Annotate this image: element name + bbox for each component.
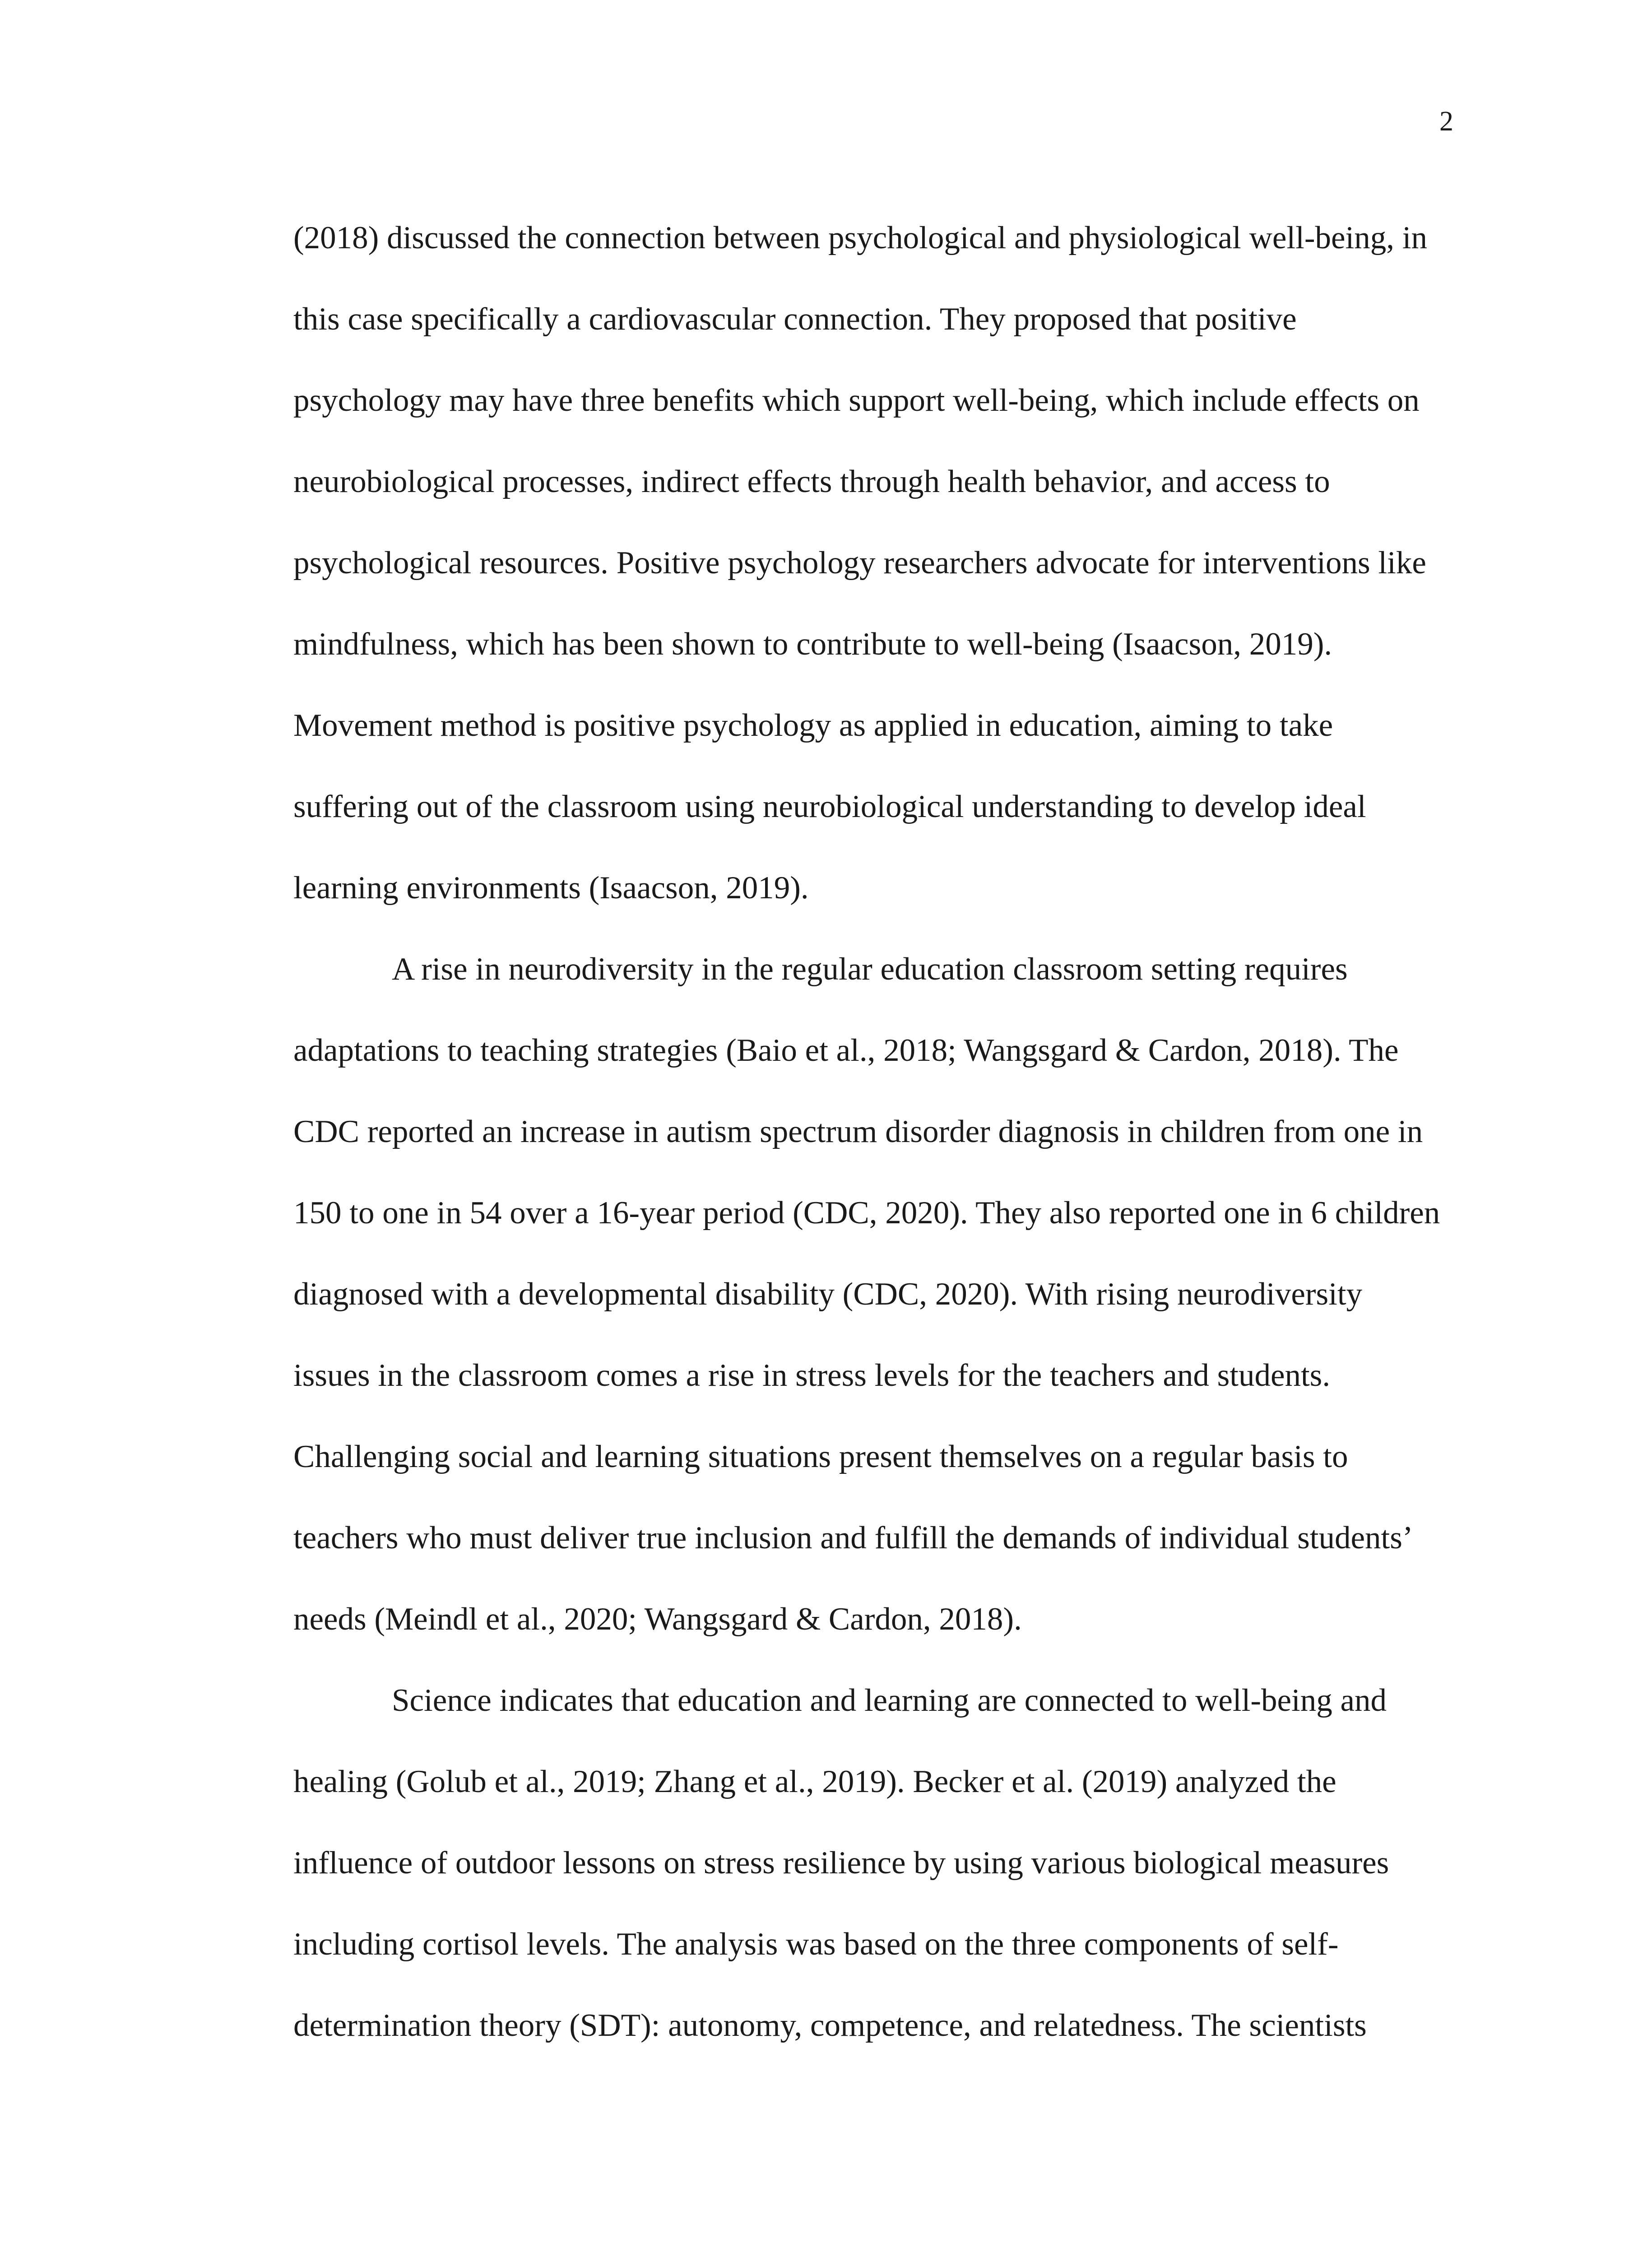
text-line: (2018) discussed the connection between psychological and physiological well-being, in	[293, 220, 1427, 255]
text-line: psychology may have three benefits which support well-being, which include effects on	[293, 383, 1420, 418]
text-line: psychological resources. Positive psychology researchers advocate for interventions like	[293, 545, 1426, 581]
text-line: adaptations to teaching strategies (Baio et al., 2018; Wangsgard & Cardon, 2018). The	[293, 1033, 1399, 1068]
text-line: neurobiological processes, indirect effects through health behavior, and access to	[293, 464, 1330, 499]
text-line: learning environments (Isaacson, 2019).	[293, 870, 809, 906]
text-line: CDC reported an increase in autism spectrum disorder diagnosis in children from one in	[293, 1114, 1423, 1149]
text-line: including cortisol levels. The analysis was based on the three components of self-	[293, 1927, 1339, 1962]
page-number: 2	[1439, 106, 1453, 137]
text-line: diagnosed with a developmental disability (CDC, 2020). With rising neurodiversity	[293, 1277, 1363, 1312]
text-line: influence of outdoor lessons on stress resilience by using various biological measures	[293, 1845, 1389, 1881]
text-line: healing (Golub et al., 2019; Zhang et al., 2019). Becker et al. (2019) analyzed the	[293, 1764, 1336, 1799]
text-line: suffering out of the classroom using neurobiological understanding to develop ideal	[293, 789, 1366, 824]
text-line: mindfulness, which has been shown to contribute to well-being (Isaacson, 2019).	[293, 627, 1332, 662]
paragraph-first-line: A rise in neurodiversity in the regular education classroom setting requires	[392, 952, 1348, 987]
body-text	[293, 209, 1476, 2077]
text-line: issues in the classroom comes a rise in stress levels for the teachers and students.	[293, 1358, 1331, 1393]
text-line: needs (Meindl et al., 2020; Wangsgard & Cardon, 2018).	[293, 1602, 1022, 1637]
text-line: teachers who must deliver true inclusion and fulfill the demands of individual students’	[293, 1520, 1413, 1556]
text-line: 150 to one in 54 over a 16-year period (CDC, 2020). They also reported one in 6 children	[293, 1195, 1440, 1231]
text-line: Challenging social and learning situations present themselves on a regular basis to	[293, 1439, 1348, 1474]
paragraph-first-line: Science indicates that education and learning are connected to well-being and	[392, 1683, 1387, 1718]
text-line: this case specifically a cardiovascular connection. They proposed that positive	[293, 302, 1297, 337]
text-line: determination theory (SDT): autonomy, competence, and relatedness. The scientists	[293, 2008, 1367, 2043]
text-line: Movement method is positive psychology as applied in education, aiming to take	[293, 708, 1333, 743]
